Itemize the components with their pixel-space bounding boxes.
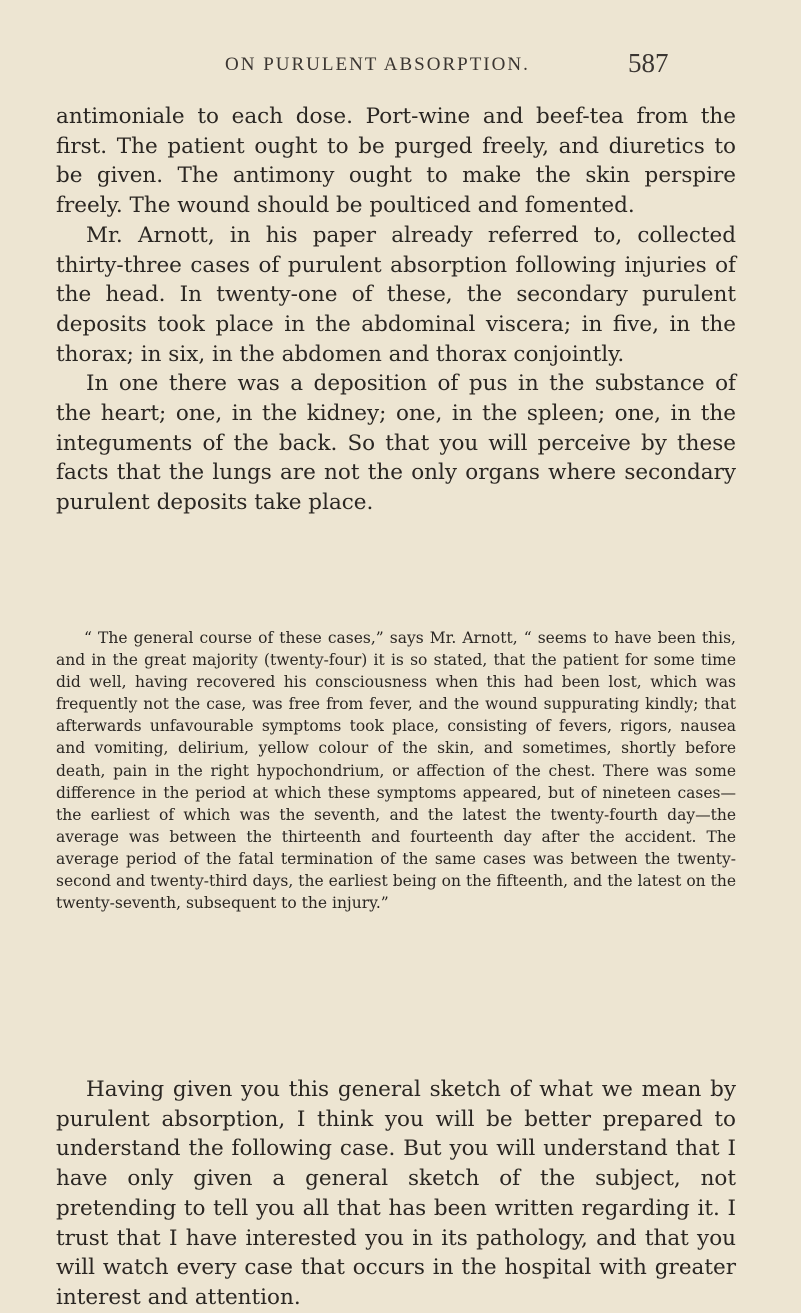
running-title: ON PURULENT ABSORPTION. xyxy=(225,54,530,75)
paragraph-4: Having given you this general sketch of what we mean by purulent absorption, I think you will be better prepared to understand the following case. But you will understand that I have only given a general sketch of the subject, not pretending to tell you all that has been written regarding it. I trust that I have interested you in its pathology, and that you will watch every case that occurs in the hospital with greater interest and attention. xyxy=(56,1077,736,1310)
running-head xyxy=(0,48,801,88)
paragraph-1: antimoniale to each dose. Port-wine and beef-tea from the first. The patient ought to be purged freely, and diuretics to be given. The antimony ought to make the skin perspire freely. The wound should be poulticed and fomented. xyxy=(56,104,736,219)
block-quote: “ The general course of these cases,” says Mr. Arnott, “ seems to have been this, and in the great majority (twenty-four) it is so stated, that the patient for some time did well, having recovered his consciousness when this had been lost, which was frequently not the case, was free from fever, and the wound suppurating kindly; that afterwards unfavourable symptoms took place, consisting of fevers, rigors, nausea and vomiting, delirium, yellow colour of the skin, and sometimes, shortly before death, pain in the right hypochondrium, or affection of the chest. There was some difference in the period at which these symptoms appeared, but of nineteen cases— the earliest of which was the seventh, and the latest the twenty-fourth day—the average was between the thirteenth and fourteenth day after the accident. The average period of the fatal termination of the same cases was between the twenty-second and twenty-third days, the earliest being on the fifteenth, and the latest on the twenty-seventh, subsequent to the injury.” xyxy=(56,629,736,913)
paragraph-3: In one there was a deposition of pus in the substance of the heart; one, in the kidney; one, in the spleen; one, in the integuments of the back. So that you will perceive by these facts that the lungs are not the only organs where secondary purulent deposits take place. xyxy=(56,371,736,516)
paragraph-2: Mr. Arnott, in his paper already referred to, collected thirty-three cases of purulent absorption following injuries of the head. In twenty-one of these, the secondary purulent deposits took place in the abdominal viscera; in five, in the thorax; in six, in the abdomen and thorax conjointly. xyxy=(56,222,736,367)
main-text xyxy=(56,102,736,518)
page-number: 587 xyxy=(628,48,669,78)
